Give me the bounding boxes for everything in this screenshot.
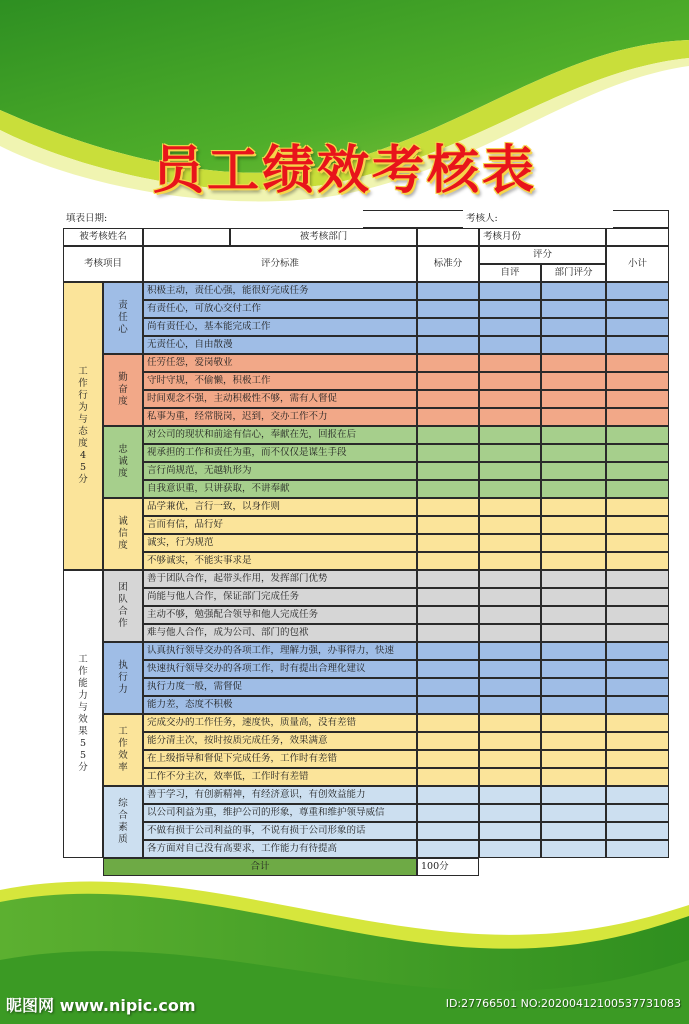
subtotal-cell[interactable] (606, 444, 669, 462)
subtotal-cell[interactable] (606, 660, 669, 678)
employee-name-label (63, 228, 143, 246)
self-eval-cell[interactable] (479, 426, 541, 444)
standard-score-cell[interactable] (417, 786, 479, 804)
employee-name-input[interactable] (143, 228, 230, 246)
criteria-row (143, 462, 417, 480)
assessor-label-text: 考核人: (466, 213, 498, 224)
criteria-row (143, 336, 417, 354)
criteria-row-text: 执行力度一般，需督促 (147, 681, 243, 692)
group-label-text: 工作能力与效果55分 (78, 654, 88, 773)
dept-eval-header-text: 部门评分 (554, 267, 593, 278)
subgroup-label (103, 282, 143, 354)
criteria-row (143, 786, 417, 804)
dept-eval-cell[interactable] (541, 480, 606, 498)
subtotal-cell[interactable] (606, 606, 669, 624)
dept-eval-cell[interactable] (541, 462, 606, 480)
criteria-row-text: 时间观念不强，主动积极性不够，需有人督促 (147, 393, 338, 404)
criteria-row-text: 工作不分主次，效率低，工作时有差错 (147, 771, 309, 782)
subtotal-cell[interactable] (606, 570, 669, 588)
standard-score-cell[interactable] (417, 768, 479, 786)
subtotal-cell[interactable] (606, 534, 669, 552)
employee-name-label-text: 被考核姓名 (79, 231, 127, 242)
subgroup-label-text: 执行力 (118, 660, 128, 695)
subtotal-cell[interactable] (606, 516, 669, 534)
criteria-row (143, 498, 417, 516)
standard-score-cell[interactable] (417, 552, 479, 570)
criteria-row (143, 426, 417, 444)
criteria-row (143, 318, 417, 336)
criteria-row (143, 606, 417, 624)
subtotal-cell[interactable] (606, 390, 669, 408)
subtotal-cell[interactable] (606, 822, 669, 840)
subtotal-cell[interactable] (606, 372, 669, 390)
standard-score-cell[interactable] (417, 714, 479, 732)
criteria-row-text: 各方面对自己没有高要求，工作能力有待提高 (147, 843, 338, 854)
subtotal-cell[interactable] (606, 480, 669, 498)
criteria-row (143, 804, 417, 822)
self-eval-cell[interactable] (479, 534, 541, 552)
dept-eval-cell[interactable] (541, 750, 606, 768)
dept-eval-cell[interactable] (541, 444, 606, 462)
criteria-row-text: 完成交办的工作任务，速度快，质量高，没有差错 (147, 717, 357, 728)
standard-score-cell[interactable] (417, 336, 479, 354)
standard-score-cell[interactable] (417, 606, 479, 624)
criteria-row-text: 积极主动，责任心强，能很好完成任务 (147, 285, 309, 296)
subgroup-label (103, 498, 143, 570)
self-eval-header (479, 264, 541, 282)
criteria-row-text: 言而有信，品行好 (147, 519, 224, 530)
total-value-text: 100分 (421, 861, 449, 872)
dept-eval-cell[interactable] (541, 354, 606, 372)
standard-score-cell[interactable] (417, 750, 479, 768)
self-eval-cell[interactable] (479, 804, 541, 822)
standard-score-cell[interactable] (417, 282, 479, 300)
dept-eval-cell[interactable] (541, 408, 606, 426)
group-label (63, 570, 103, 858)
standard-score-cell[interactable] (417, 318, 479, 336)
dept-eval-cell[interactable] (541, 660, 606, 678)
subtotal-cell[interactable] (606, 714, 669, 732)
criteria-row (143, 768, 417, 786)
criteria-row (143, 300, 417, 318)
page-title: 员工绩效考核表 (151, 140, 537, 201)
criteria-row (143, 714, 417, 732)
criteria-row-text: 品学兼优，言行一致，以身作则 (147, 501, 281, 512)
self-eval-cell[interactable] (479, 624, 541, 642)
criteria-row-text: 言行尚规范，无越轨形为 (147, 465, 252, 476)
self-eval-cell[interactable] (479, 588, 541, 606)
watermark-site: 昵图网 www.nipic.com (6, 996, 196, 1015)
subtotal-cell[interactable] (606, 678, 669, 696)
month-label (479, 228, 606, 246)
group-label (63, 282, 103, 570)
standard-score-cell[interactable] (417, 696, 479, 714)
dept-eval-cell[interactable] (541, 498, 606, 516)
self-eval-cell[interactable] (479, 372, 541, 390)
subgroup-label-text: 综合素质 (118, 798, 128, 845)
self-eval-cell[interactable] (479, 390, 541, 408)
criteria-row-text: 能分清主次，按时按质完成任务，效果满意 (147, 735, 328, 746)
subtotal-cell[interactable] (606, 588, 669, 606)
self-eval-cell[interactable] (479, 696, 541, 714)
self-eval-cell[interactable] (479, 516, 541, 534)
criteria-row-text: 任劳任怨，爱岗敬业 (147, 357, 233, 368)
criteria-header (143, 246, 417, 282)
subtotal-cell[interactable] (606, 732, 669, 750)
criteria-row (143, 822, 417, 840)
criteria-row (143, 480, 417, 498)
fill-date-label-text: 填表日期: (66, 213, 108, 224)
dept-eval-cell[interactable] (541, 624, 606, 642)
subtotal-cell[interactable] (606, 750, 669, 768)
subgroup-label (103, 354, 143, 426)
criteria-header-text: 评分标准 (260, 258, 299, 269)
criteria-row-text: 自我意识重，只讲获取，不讲奉献 (147, 483, 290, 494)
criteria-row-text: 尚能与他人合作，保证部门完成任务 (147, 591, 300, 602)
subtotal-cell[interactable] (606, 624, 669, 642)
criteria-row (143, 624, 417, 642)
subtotal-cell[interactable] (606, 804, 669, 822)
department-input[interactable] (417, 228, 479, 246)
subtotal-cell[interactable] (606, 318, 669, 336)
criteria-row (143, 570, 417, 588)
standard-score-cell[interactable] (417, 390, 479, 408)
subtotal-cell[interactable] (606, 552, 669, 570)
standard-score-cell[interactable] (417, 840, 479, 858)
dept-eval-cell[interactable] (541, 768, 606, 786)
standard-score-cell[interactable] (417, 732, 479, 750)
total-value (417, 858, 479, 876)
criteria-row-text: 以公司利益为重，维护公司的形象，尊重和维护领导威信 (147, 807, 385, 818)
self-eval-cell[interactable] (479, 822, 541, 840)
dept-eval-cell[interactable] (541, 588, 606, 606)
standard-score-cell[interactable] (417, 516, 479, 534)
self-eval-cell[interactable] (479, 336, 541, 354)
subtotal-cell[interactable] (606, 426, 669, 444)
criteria-row (143, 354, 417, 372)
subgroup-label (103, 714, 143, 786)
criteria-row (143, 390, 417, 408)
subgroup-label (103, 786, 143, 858)
criteria-row-text: 善于学习，有创新精神，有经济意识，有创效益能力 (147, 789, 366, 800)
standard-score-cell[interactable] (417, 300, 479, 318)
dept-eval-cell[interactable] (541, 570, 606, 588)
self-eval-cell[interactable] (479, 300, 541, 318)
criteria-row-text: 守时守规，不偷懒，积极工作 (147, 375, 271, 386)
subgroup-label-text: 勤奋度 (118, 372, 128, 407)
fill-date-label (63, 210, 363, 228)
subtotal-cell[interactable] (606, 354, 669, 372)
dept-eval-cell[interactable] (541, 642, 606, 660)
self-eval-cell[interactable] (479, 660, 541, 678)
month-label-text: 考核月份 (483, 231, 522, 242)
subtotal-header (606, 246, 669, 282)
department-label (230, 228, 417, 246)
criteria-row (143, 282, 417, 300)
subtotal-cell[interactable] (606, 642, 669, 660)
dept-eval-cell[interactable] (541, 282, 606, 300)
subtotal-cell[interactable] (606, 768, 669, 786)
item-header (63, 246, 143, 282)
criteria-row-text: 不够诚实，不能实事求是 (147, 555, 252, 566)
dept-eval-header (541, 264, 606, 282)
subtotal-cell[interactable] (606, 696, 669, 714)
subgroup-label (103, 642, 143, 714)
watermark-id: ID:27766501 NO:20200412100537731083 (445, 997, 681, 1010)
dept-eval-cell[interactable] (541, 696, 606, 714)
criteria-row (143, 696, 417, 714)
subtotal-cell[interactable] (606, 840, 669, 858)
self-eval-cell[interactable] (479, 480, 541, 498)
criteria-row (143, 444, 417, 462)
assessor-label (463, 210, 613, 228)
dept-eval-cell[interactable] (541, 732, 606, 750)
dept-eval-cell[interactable] (541, 390, 606, 408)
standard-score-header-text: 标准分 (433, 258, 463, 269)
subgroup-label-text: 工作效率 (118, 726, 128, 773)
subgroup-label-text: 责任心 (118, 300, 128, 335)
dept-eval-cell[interactable] (541, 606, 606, 624)
dept-eval-cell[interactable] (541, 372, 606, 390)
criteria-row (143, 840, 417, 858)
criteria-row-text: 有责任心，可放心交付工作 (147, 303, 262, 314)
dept-eval-cell[interactable] (541, 534, 606, 552)
criteria-row (143, 660, 417, 678)
score-header (479, 246, 606, 264)
total-label (103, 858, 417, 876)
item-header-text: 考核项目 (83, 258, 122, 269)
standard-score-cell[interactable] (417, 678, 479, 696)
self-eval-cell[interactable] (479, 282, 541, 300)
criteria-row-text: 无责任心，自由散漫 (147, 339, 233, 350)
self-eval-cell[interactable] (479, 840, 541, 858)
self-eval-cell[interactable] (479, 714, 541, 732)
criteria-row-text: 诚实，行为规范 (147, 537, 214, 548)
subgroup-label-text: 诚信度 (118, 516, 128, 551)
self-eval-cell[interactable] (479, 786, 541, 804)
criteria-row (143, 372, 417, 390)
subtotal-cell[interactable] (606, 282, 669, 300)
criteria-row (143, 516, 417, 534)
subtotal-header-text: 小计 (627, 258, 647, 269)
self-eval-cell[interactable] (479, 732, 541, 750)
subtotal-cell[interactable] (606, 786, 669, 804)
criteria-row-text: 视承担的工作和责任为重，而不仅仅是谋生手段 (147, 447, 347, 458)
criteria-row-text: 在上级指导和督促下完成任务，工作时有差错 (147, 753, 338, 764)
subtotal-cell[interactable] (606, 300, 669, 318)
criteria-row-text: 能力差，态度不积极 (147, 699, 233, 710)
assessment-table (63, 210, 669, 876)
criteria-row (143, 732, 417, 750)
standard-score-cell[interactable] (417, 354, 479, 372)
month-input[interactable] (606, 228, 669, 246)
group-label-text: 工作行为与态度45分 (78, 366, 88, 485)
self-eval-cell[interactable] (479, 768, 541, 786)
standard-score-cell[interactable] (417, 444, 479, 462)
dept-eval-cell[interactable] (541, 300, 606, 318)
score-header-text: 评分 (532, 249, 552, 260)
self-eval-cell[interactable] (479, 462, 541, 480)
standard-score-cell[interactable] (417, 480, 479, 498)
self-eval-cell[interactable] (479, 606, 541, 624)
self-eval-cell[interactable] (479, 408, 541, 426)
self-eval-cell[interactable] (479, 570, 541, 588)
standard-score-cell[interactable] (417, 804, 479, 822)
self-eval-cell[interactable] (479, 552, 541, 570)
criteria-row (143, 408, 417, 426)
criteria-row (143, 534, 417, 552)
self-eval-cell[interactable] (479, 750, 541, 768)
standard-score-cell[interactable] (417, 588, 479, 606)
self-eval-header-text: 自评 (500, 267, 520, 278)
dept-eval-cell[interactable] (541, 822, 606, 840)
subtotal-cell[interactable] (606, 408, 669, 426)
dept-eval-cell[interactable] (541, 318, 606, 336)
criteria-row (143, 642, 417, 660)
criteria-row-text: 善于团队合作，起带头作用，发挥部门优势 (147, 573, 328, 584)
self-eval-cell[interactable] (479, 498, 541, 516)
total-label-text: 合计 (250, 861, 270, 872)
standard-score-cell[interactable] (417, 426, 479, 444)
self-eval-cell[interactable] (479, 354, 541, 372)
standard-score-cell[interactable] (417, 372, 479, 390)
standard-score-header (417, 246, 479, 282)
criteria-row-text: 对公司的现状和前途有信心，奉献在先，回报在后 (147, 429, 357, 440)
dept-eval-cell[interactable] (541, 714, 606, 732)
dept-eval-cell[interactable] (541, 336, 606, 354)
standard-score-cell[interactable] (417, 408, 479, 426)
criteria-row-text: 主动不够，勉强配合领导和他人完成任务 (147, 609, 319, 620)
department-label-text: 被考核部门 (299, 231, 348, 242)
criteria-row-text: 认真执行领导交办的各项工作，理解力强，办事得力，快速 (147, 645, 395, 656)
standard-score-cell[interactable] (417, 660, 479, 678)
subgroup-label-text: 团队合作 (118, 582, 128, 629)
dept-eval-cell[interactable] (541, 678, 606, 696)
subgroup-label (103, 570, 143, 642)
standard-score-cell[interactable] (417, 570, 479, 588)
subtotal-cell[interactable] (606, 462, 669, 480)
dept-eval-cell[interactable] (541, 516, 606, 534)
criteria-row (143, 678, 417, 696)
dept-eval-cell[interactable] (541, 840, 606, 858)
standard-score-cell[interactable] (417, 642, 479, 660)
dept-eval-cell[interactable] (541, 804, 606, 822)
subgroup-label (103, 426, 143, 498)
criteria-row-text: 难与他人合作，成为公司、部门的包袱 (147, 627, 309, 638)
criteria-row-text: 尚有责任心，基本能完成工作 (147, 321, 271, 332)
dept-eval-cell[interactable] (541, 552, 606, 570)
standard-score-cell[interactable] (417, 462, 479, 480)
self-eval-cell[interactable] (479, 318, 541, 336)
standard-score-cell[interactable] (417, 498, 479, 516)
self-eval-cell[interactable] (479, 678, 541, 696)
subtotal-cell[interactable] (606, 336, 669, 354)
subtotal-cell[interactable] (606, 498, 669, 516)
self-eval-cell[interactable] (479, 642, 541, 660)
standard-score-cell[interactable] (417, 624, 479, 642)
criteria-row (143, 750, 417, 768)
criteria-row (143, 588, 417, 606)
self-eval-cell[interactable] (479, 444, 541, 462)
criteria-row (143, 552, 417, 570)
standard-score-cell[interactable] (417, 534, 479, 552)
criteria-row-text: 不做有损于公司利益的事，不说有损于公司形象的话 (147, 825, 366, 836)
criteria-row-text: 私事为重，经常脱岗，迟到，交办工作不力 (147, 411, 328, 422)
dept-eval-cell[interactable] (541, 426, 606, 444)
criteria-row-text: 快速执行领导交办的各项工作，时有提出合理化建议 (147, 663, 366, 674)
dept-eval-cell[interactable] (541, 786, 606, 804)
standard-score-cell[interactable] (417, 822, 479, 840)
subgroup-label-text: 忠诚度 (118, 444, 128, 479)
